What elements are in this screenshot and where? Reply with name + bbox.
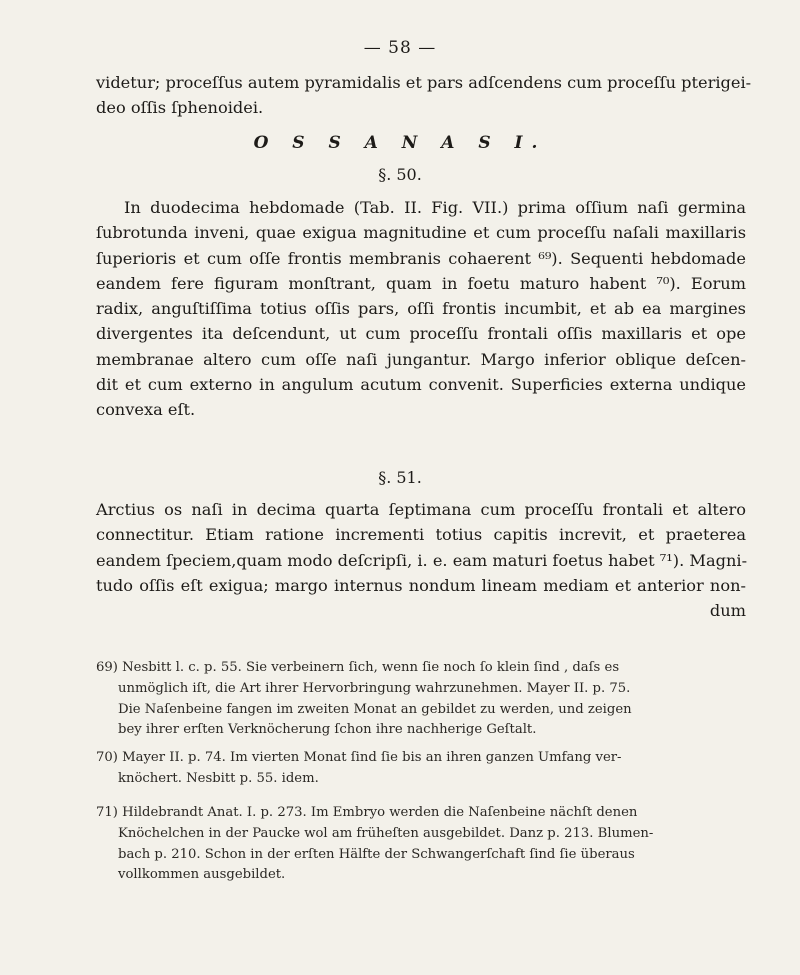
footnote-69	[96, 658, 756, 741]
footnote-line: 70) Mayer II. p. 74. Im vierten Monat ſind ſie bis an ihren ganzen Umfang ver-	[96, 750, 622, 765]
footnote-70	[96, 748, 756, 790]
text-line: eandem ſpeciem,quam modo deſcripſi, i. e. eam maturi foetus habet ⁷¹). Magni-	[96, 550, 748, 570]
footnote-line: unmöglich iſt, die Art ihrer Hervorbringung wahrzunehmen. Mayer II. p. 75.	[118, 680, 631, 696]
footnote-71	[96, 803, 756, 886]
footnote-line: bey ihrer erſten Verknöcherung ſchon ihre nachherige Geſtalt.	[118, 722, 537, 738]
footnote-line: bach p. 210. Schon in der erſten Hälfte der Schwangerſchaft ſind ſie überaus	[118, 846, 635, 862]
text-line: radix, anguſtiſſima totius oſſis pars, oſſi frontis incumbit, et ab ea margines	[96, 299, 746, 319]
text-line: deo oſſis ſphenoidei.	[96, 98, 264, 118]
text-line: ſubrotunda inveni, quae exigua magnitudine et cum proceſſu naſali maxillaris	[96, 223, 746, 243]
footnote-line: 69) Nesbitt l. c. p. 55. Sie verbeinern ſich, wenn ſie noch ſo klein ſind , daſs es	[96, 660, 620, 675]
footnote-line: 71) Hildebrandt Anat. I. p. 273. Im Embryo werden die Naſenbeine nächſt denen	[96, 805, 638, 820]
section-title: O S S A N A S I.	[253, 133, 547, 153]
text-line: videtur; proceſſus autem pyramidalis et pars adſcendens cum proceſſu pterigei-	[96, 73, 752, 92]
text-line: ſuperioris et cum oſſe frontis membranis cohaerent ⁶⁹). Sequenti hebdomade	[96, 248, 746, 268]
paragraph-number-50: §. 50.	[378, 165, 422, 184]
text-line: connectitur. Etiam ratione incrementi totius capitis increvit, et praeterea	[96, 525, 746, 545]
text-line: eandem fere figuram monſtrant, quam in foetu maturo habent ⁷⁰). Eorum	[96, 273, 746, 293]
text-line: Arctius os naſi in decima quarta ſeptimana cum proceſſu frontali et altero	[96, 500, 746, 519]
footnote-line: knöchert. Nesbitt p. 55. idem.	[118, 770, 319, 786]
text-line: convexa eſt.	[96, 400, 196, 420]
footnote-line: Knöchelchen in der Paucke wol am früheſten ausgebildet. Danz p. 213. Blumen-	[118, 825, 654, 841]
paragraph-51	[96, 497, 746, 623]
text-line: dit et cum externo in angulum acutum convenit. Superficies externa undique	[96, 375, 746, 395]
page-number-header: — 58 —	[363, 38, 437, 58]
intro-paragraph	[96, 70, 752, 121]
paragraph-number-51: §. 51.	[378, 468, 422, 487]
catchword: dum	[709, 601, 746, 621]
text-line: tudo oſſis eſt exigua; margo internus nondum lineam mediam et anterior non-	[96, 575, 746, 595]
footnote-line: Die Naſenbeine fangen im zweiten Monat an gebildet zu werden, und zeigen	[118, 701, 632, 717]
text-line: In duodecima hebdomade (Tab. II. Fig. VII.) prima oſſium naſi germina	[124, 198, 746, 217]
footnote-line: vollkommen ausgebildet.	[118, 867, 286, 883]
text-line: divergentes ita deſcendunt, ut cum proceſſu frontali oſſis maxillaris et ope	[96, 324, 746, 344]
text-line: membranae altero cum oſſe naſi jungantur. Margo inferior oblique deſcen-	[96, 349, 746, 369]
paragraph-50	[96, 195, 746, 423]
